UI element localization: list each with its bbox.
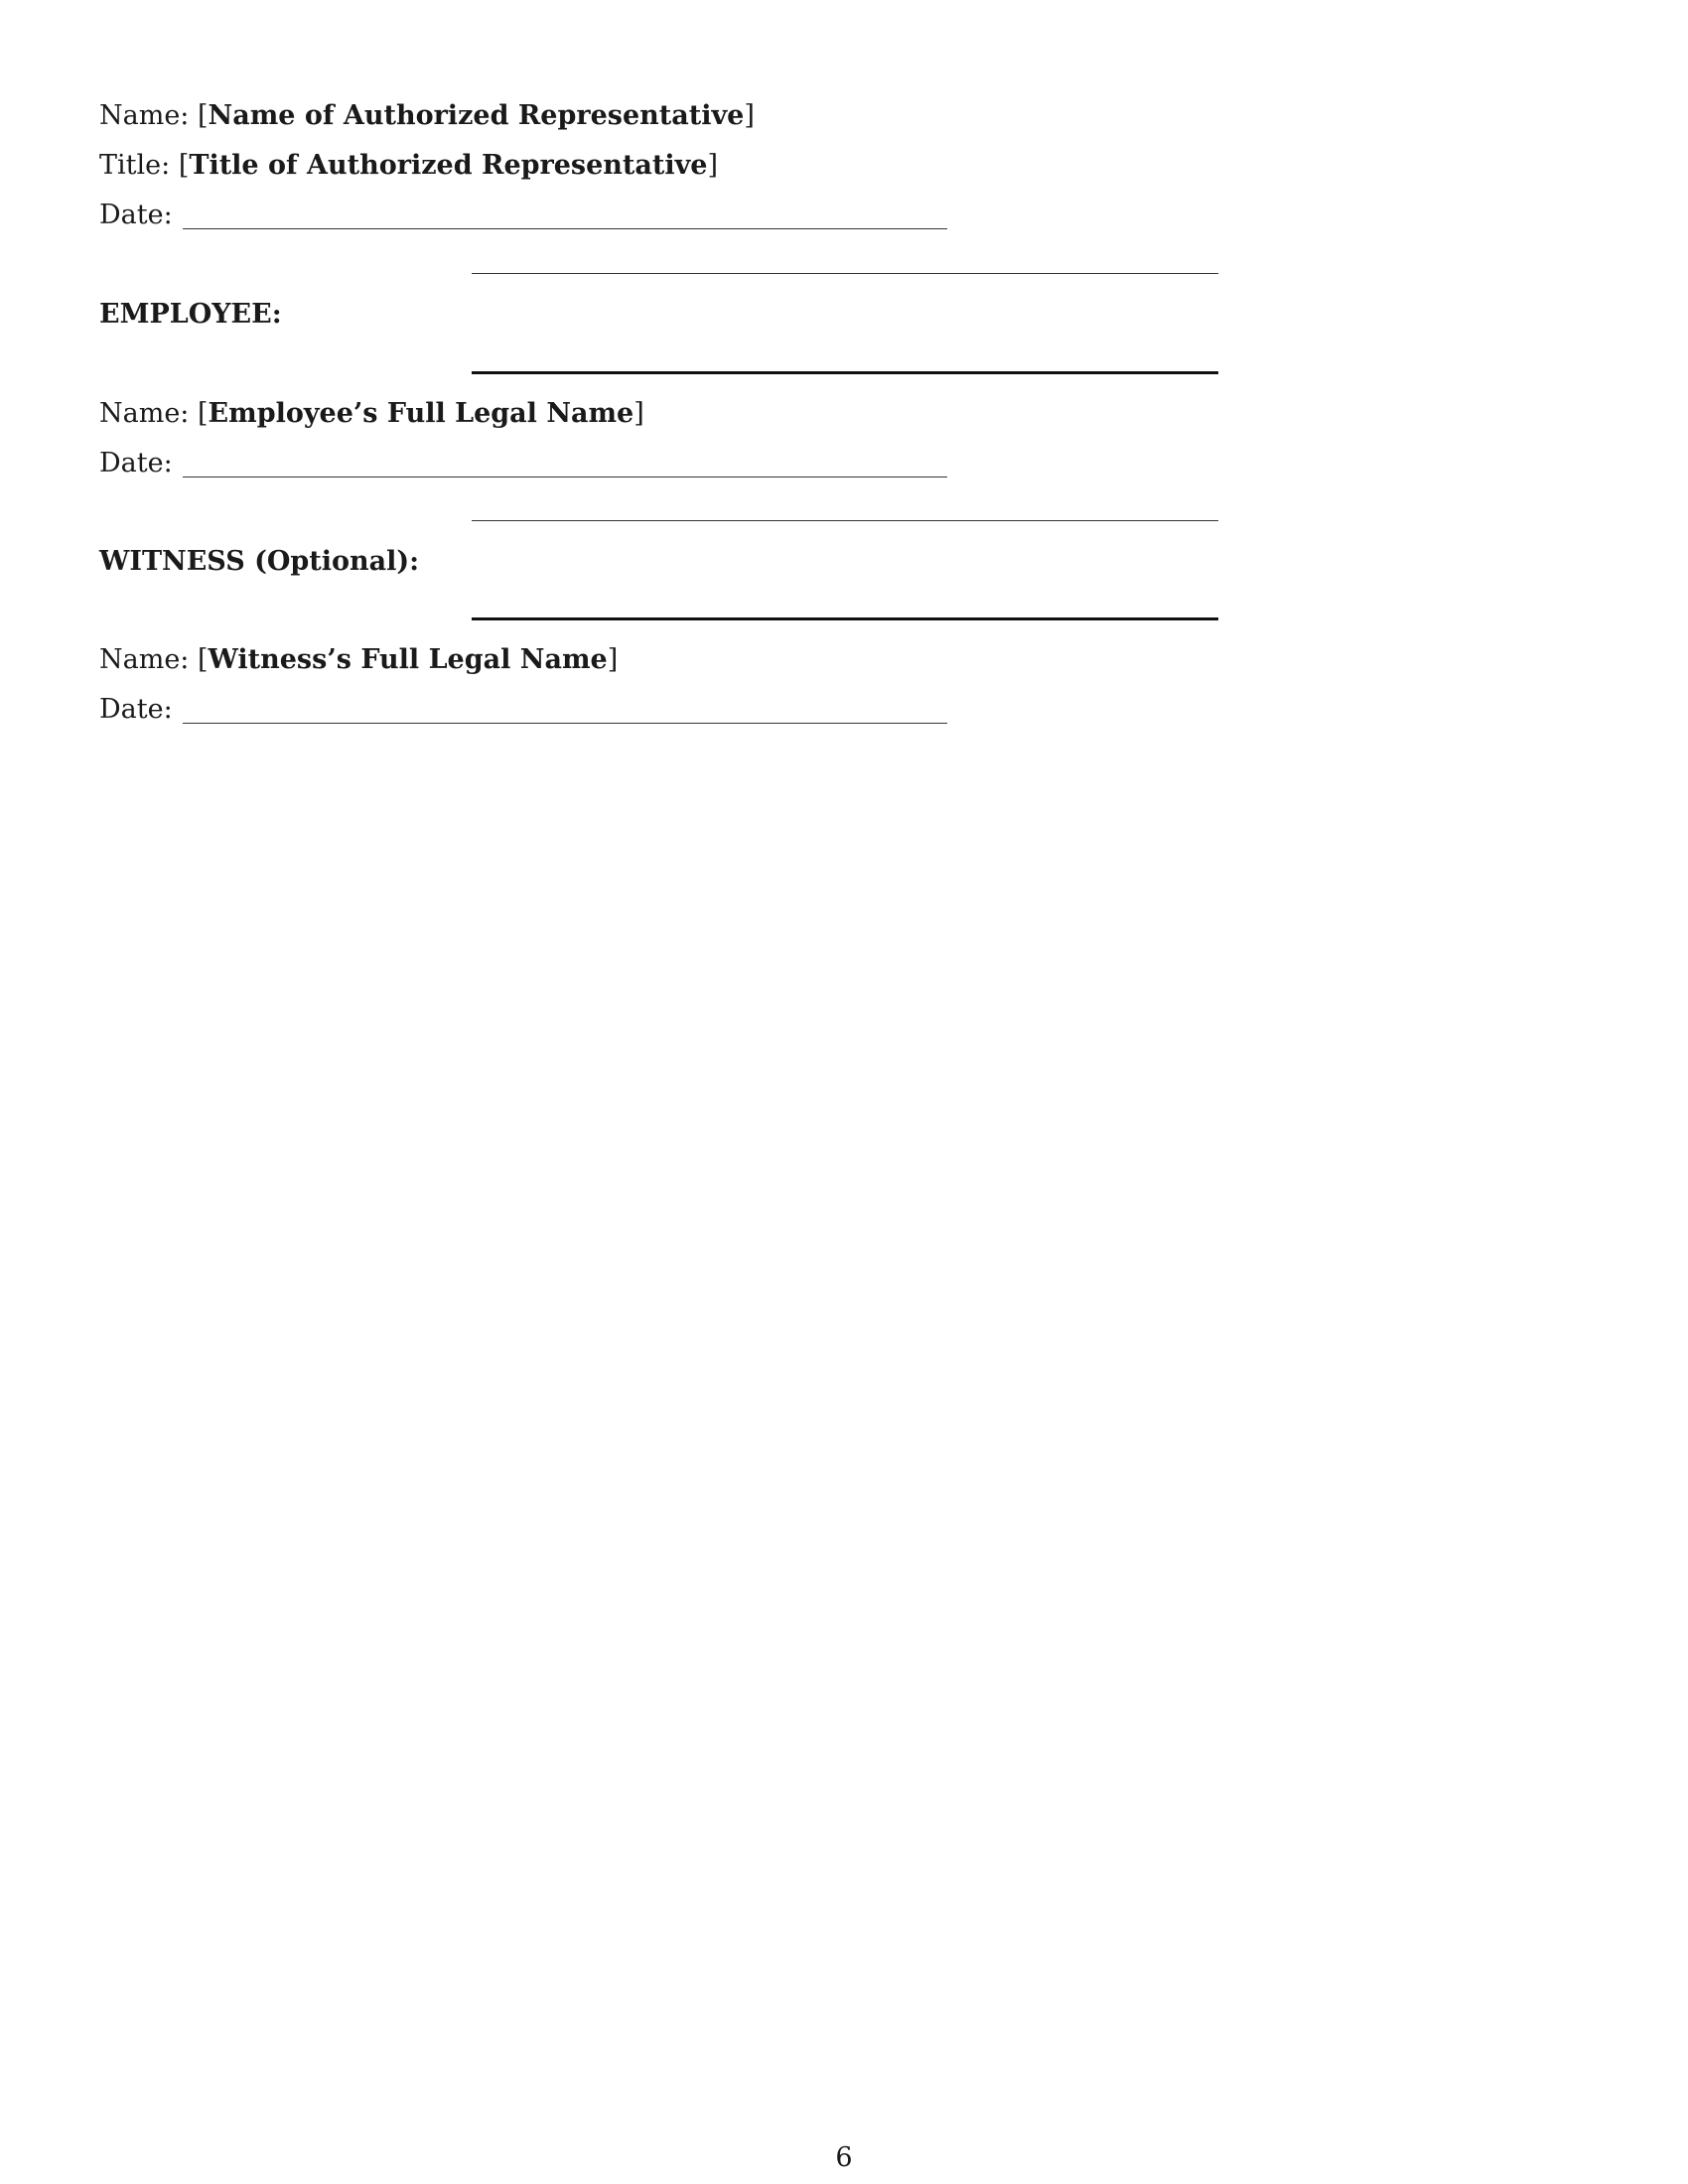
title-label: Title: (99, 150, 171, 181)
witness-top-rule (472, 520, 1218, 521)
representative-name-line (99, 99, 755, 133)
witness-name-placeholder: Witness’s Full Legal Name (208, 644, 608, 675)
close-bracket: ] (633, 398, 644, 429)
witness-signature-line[interactable] (472, 617, 1218, 620)
witness-date-line (99, 693, 947, 727)
date-label: Date: (99, 694, 173, 725)
open-bracket: [ (198, 644, 209, 675)
open-bracket: [ (198, 398, 209, 429)
close-bracket: ] (744, 100, 755, 131)
representative-date-line (99, 199, 947, 232)
employee-heading: EMPLOYEE: (99, 299, 282, 330)
close-bracket: ] (707, 150, 719, 181)
open-bracket: [ (198, 100, 209, 131)
representative-title-line (99, 149, 718, 183)
open-bracket: [ (178, 150, 190, 181)
witness-name-line (99, 643, 618, 677)
date-label: Date: (99, 200, 173, 230)
representative-title-placeholder: Title of Authorized Representative (189, 150, 708, 181)
close-bracket: ] (607, 644, 619, 675)
employee-date-field[interactable] (183, 477, 947, 478)
employee-signature-line[interactable] (472, 371, 1218, 374)
representative-name-placeholder: Name of Authorized Representative (208, 100, 745, 131)
name-label: Name: (99, 398, 190, 429)
witness-date-field[interactable] (183, 723, 947, 724)
date-label: Date: (99, 448, 173, 478)
employee-date-line (99, 447, 947, 480)
employee-top-rule (472, 273, 1218, 274)
employee-name-line (99, 397, 644, 431)
employee-name-placeholder: Employee’s Full Legal Name (208, 398, 634, 429)
witness-heading: WITNESS (Optional): (99, 546, 420, 577)
representative-date-field[interactable] (183, 228, 947, 229)
name-label: Name: (99, 100, 190, 131)
name-label: Name: (99, 644, 190, 675)
page-number: 6 (835, 2142, 853, 2173)
